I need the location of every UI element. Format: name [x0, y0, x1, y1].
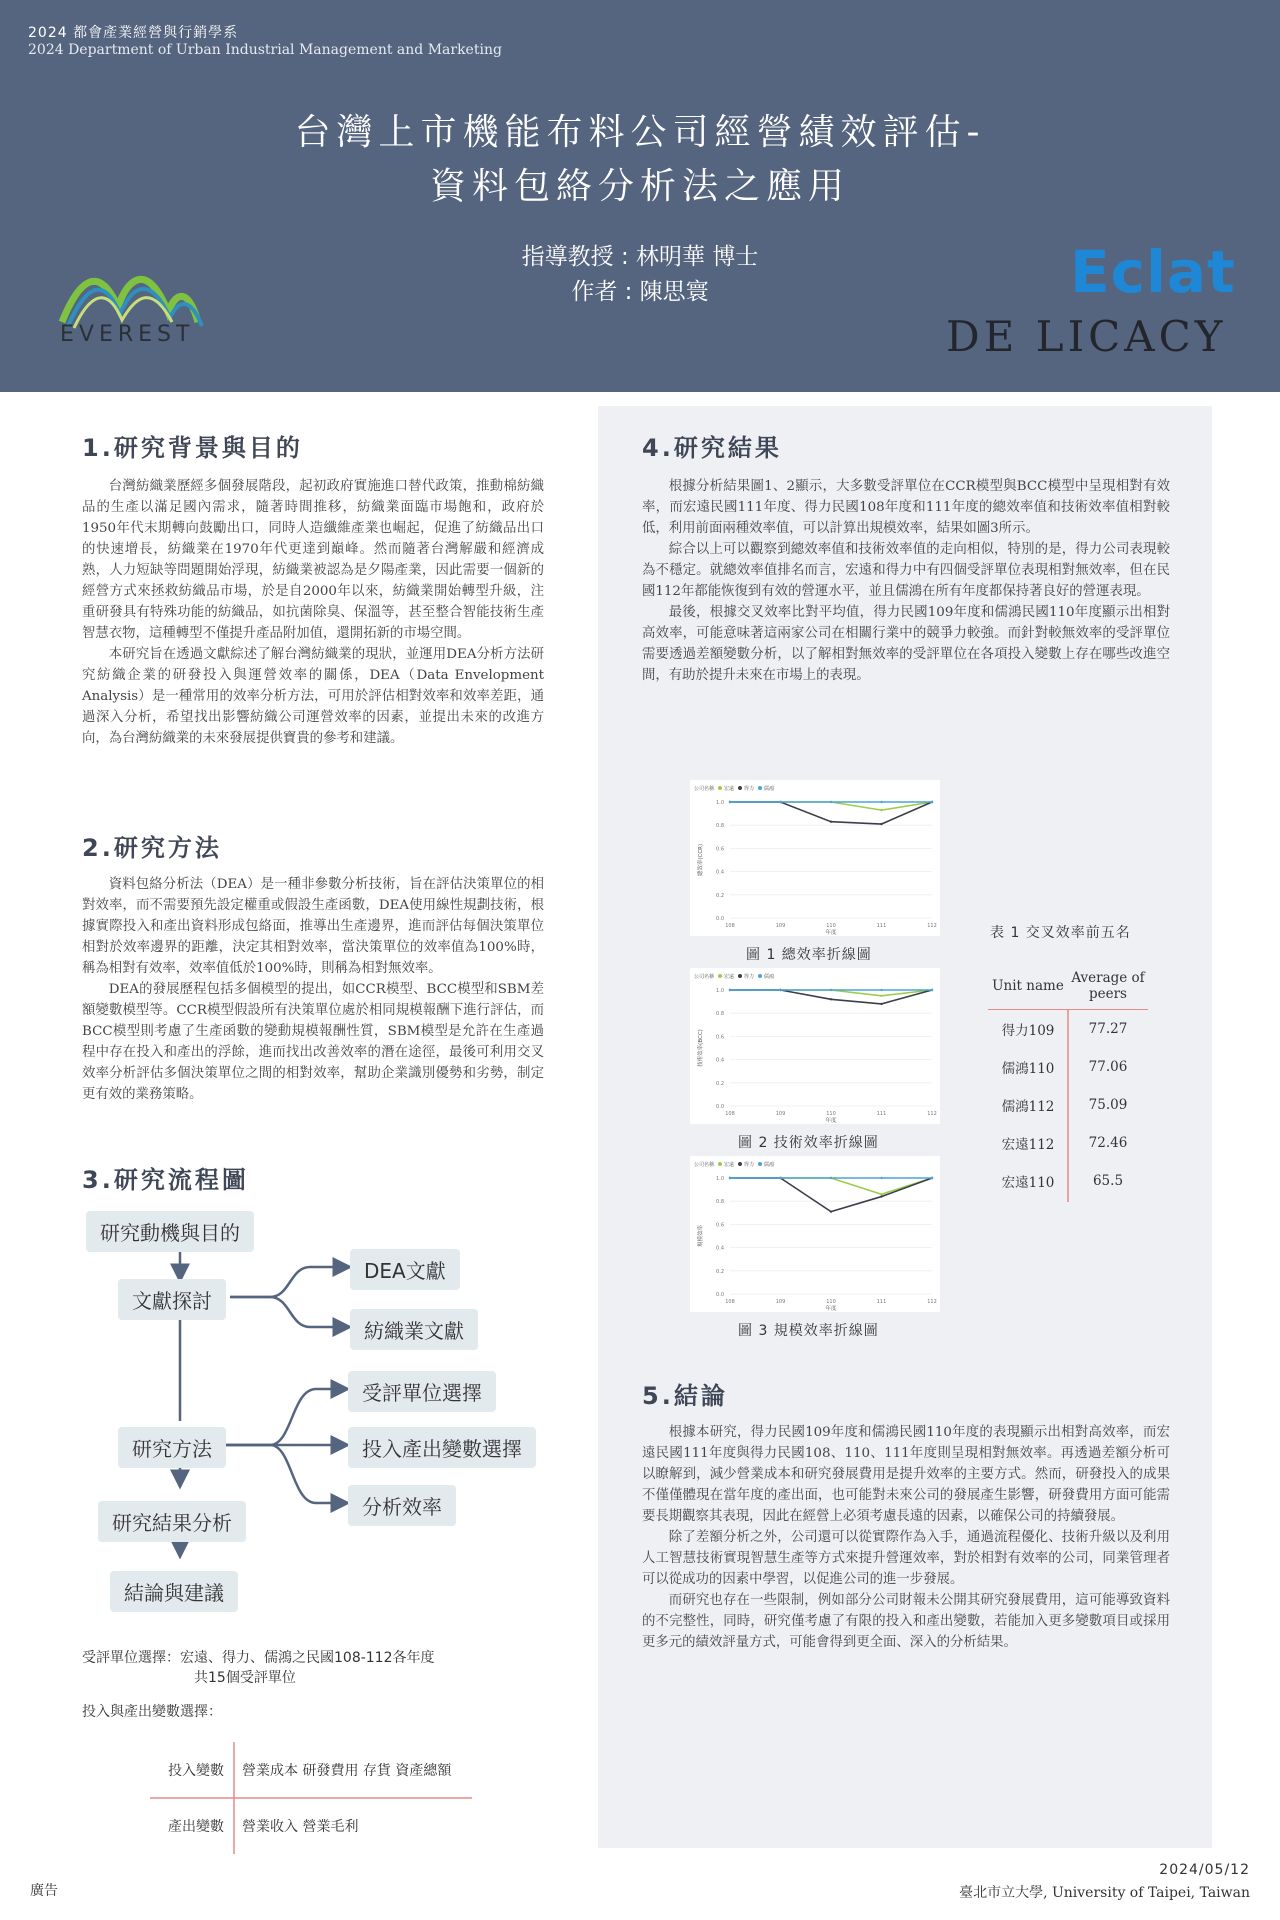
legend-label: 宏遠: [724, 974, 735, 980]
poster-title-line2: 資料包絡分析法之應用: [429, 166, 850, 207]
y-tick-label: 0.6: [716, 1222, 724, 1229]
y-axis-label: 技術效率(BCC): [698, 1029, 704, 1067]
legend-marker: [718, 1162, 722, 1166]
section2-paragraph1: 資料包絡分析法（DEA）是一種非參數分析技術，旨在評估決策單位的相對效率，而不需要預先設定權重或假設生產函數，DEA使用線性規劃技術，根據實際投入和產出資料形成包絡面，推導出生產邊界，進而評估每個決策單位相對於效率邊界的距離，決定其相對效率，當決策單位的效率值為100%時，稱為相對有效率，效率值低於100%時，則稱為相對無效率。: [82, 877, 544, 976]
department-en: 2024 Department of Urban Industrial Management and Marketing: [28, 42, 502, 58]
data-point: [880, 1195, 882, 1197]
y-tick-label: 0.8: [716, 1011, 724, 1018]
data-point: [880, 995, 882, 997]
flow-node-efficiency: 分析效率: [348, 1485, 456, 1526]
section3-heading: 3.研究流程圖: [82, 1166, 249, 1194]
legend-label: 宏遠: [724, 786, 735, 792]
data-point: [931, 1177, 933, 1179]
chart-scale-efficiency: [690, 1156, 940, 1312]
table-cell-unit: 宏遠110: [1001, 1175, 1055, 1191]
y-tick-label: 0.8: [716, 823, 724, 830]
fig3-caption: 圖 3 規模效率折線圖: [738, 1323, 879, 1339]
author: 作者 : 陳思寰: [571, 279, 709, 305]
section2-heading: 2.研究方法: [82, 834, 222, 862]
series-line-得力: [730, 1178, 932, 1212]
data-point: [729, 989, 731, 991]
input-variables-values: 營業成本 研發費用 存貨 資產總額: [242, 1763, 452, 1779]
legend-marker: [758, 786, 762, 790]
x-tick-label: 112: [927, 1299, 937, 1305]
legend-marker: [718, 974, 722, 978]
units-note-line2: 共15個受評單位: [194, 1670, 296, 1686]
legend-title: 公司名稱: [694, 1162, 715, 1168]
legend-title: 公司名稱: [694, 786, 715, 792]
section5-body: [642, 1422, 1170, 1653]
flow-node-unit-selection: 受評單位選擇: [348, 1371, 496, 1412]
y-tick-label: 0.6: [716, 1034, 724, 1041]
cross-efficiency-table-lines: [988, 962, 1148, 1202]
section4-body: [642, 476, 1170, 686]
table-cell-unit: 得力109: [1001, 1023, 1055, 1039]
x-tick-label: 108: [725, 1111, 735, 1117]
section5-paragraph2: 除了差額分析之外，公司還可以從實際作為入手，通過流程優化、技術升級以及利用人工智慧技術實現智慧生產等方式來提升營運效率，對於相對有效率的公司，同業管理者可以從成功的因素中學習，以促進公司的進一步發展。: [642, 1530, 1170, 1587]
x-tick-label: 110: [826, 1299, 836, 1305]
y-axis-label: 總效率(CCR): [698, 843, 704, 877]
y-tick-label: 1.0: [716, 800, 724, 806]
eclat-logo-text: Eclat: [1070, 238, 1236, 306]
y-tick-label: 0.4: [716, 1245, 724, 1252]
legend-label: 得力: [744, 1162, 755, 1168]
legend-marker: [738, 786, 742, 790]
y-tick-label: 0.8: [716, 1199, 724, 1206]
y-tick-label: 0.2: [716, 892, 724, 899]
delicacy-logo-text: DE LICACY: [946, 312, 1227, 361]
y-tick-label: 0.0: [716, 1104, 724, 1110]
legend-title: 公司名稱: [694, 974, 715, 980]
table-cell-avg: 77.27: [1088, 1021, 1128, 1037]
advisor: 指導教授 : 林明華 博士: [521, 244, 759, 270]
chart-total-efficiency-svg: [690, 780, 940, 936]
legend-marker: [758, 1162, 762, 1166]
data-point: [880, 823, 882, 825]
data-point: [880, 1003, 882, 1005]
y-tick-label: 0.2: [716, 1080, 724, 1087]
series-line-得力: [730, 990, 932, 1004]
poster-title-line1: 台灣上市機能布料公司經營績效評估-: [294, 112, 986, 153]
units-note-line1: 受評單位選擇：宏遠、得力、儒鴻之民國108-112各年度: [82, 1650, 435, 1666]
table-cell-unit: 儒鴻112: [1001, 1099, 1055, 1115]
x-tick-label: 112: [927, 923, 937, 929]
data-point: [880, 1177, 882, 1179]
fig1-caption: 圖 1 總效率折線圖: [746, 947, 872, 963]
table-cell-avg: 77.06: [1088, 1059, 1128, 1075]
table-cell-avg: 65.5: [1092, 1173, 1124, 1189]
x-axis-label: 年度: [825, 1118, 837, 1124]
chart-scale-efficiency-svg: [690, 1156, 940, 1312]
data-point: [931, 801, 933, 803]
data-point: [779, 1177, 781, 1179]
flow-node-motivation: 研究動機與目的: [86, 1211, 254, 1252]
flow-node-conclusion: 結論與建議: [110, 1571, 238, 1612]
chart-total-efficiency: [690, 780, 940, 936]
input-variables-label: 投入變數: [168, 1763, 224, 1779]
section1-paragraph2: 本研究旨在透過文獻綜述了解台灣紡織業的現狀，並運用DEA分析方法研究紡織企業的研發投入與運營效率的關係，DEA（Data Envelopment Analysis）是一種常用的效率分析方法，可用於評估相對效率和效率差距，通過深入分析，希望找出影響紡織公司運營效率的因素，並提出未來的改進方向，為台灣紡織業的未來發展提供寶貴的參考和建議。: [82, 647, 544, 746]
footer-university: 臺北市立大學, University of Taipei, Taiwan: [959, 1885, 1250, 1901]
x-axis-label: 年度: [825, 1306, 837, 1312]
legend-label: 得力: [744, 974, 755, 980]
section4-heading: 4.研究結果: [642, 434, 782, 462]
section2-body: [82, 874, 544, 1105]
x-tick-label: 109: [775, 1299, 786, 1305]
cross-efficiency-table: [988, 962, 1148, 1200]
legend-marker: [738, 1162, 742, 1166]
y-axis-label: 規模效率: [698, 1224, 704, 1248]
x-axis-label: 年度: [825, 930, 837, 936]
research-flowchart: [70, 1205, 570, 1625]
poster-header: [0, 0, 1280, 392]
y-tick-label: 0.6: [716, 846, 724, 853]
x-tick-label: 108: [725, 923, 735, 929]
y-tick-label: 0.4: [716, 869, 724, 876]
section2-paragraph2: DEA的發展歷程包括多個模型的提出，如CCR模型、BCC模型和SBM差額變數模型等。CCR模型假設所有決策單位處於相同規模報酬下進行評估，而BCC模型則考慮了生產函數的變動規模報酬性質，SBM模型是允許在生產過程中存在投入和產出的浮餘，進而找出改善效率的潛在途徑，最後可利用交叉效率分析評估多個決策單位之間的相對效率，幫助企業識別優勢和劣勢，制定更有效的業務策略。: [82, 982, 544, 1102]
data-point: [779, 801, 781, 803]
y-tick-label: 1.0: [716, 1176, 724, 1182]
x-tick-label: 109: [775, 923, 786, 929]
y-tick-label: 0.4: [716, 1057, 724, 1064]
table-cell-unit: 儒鴻110: [1001, 1061, 1055, 1077]
table1-title: 表 1 交叉效率前五名: [990, 925, 1131, 941]
table-cell-avg: 72.46: [1088, 1135, 1128, 1151]
x-tick-label: 112: [927, 1111, 937, 1117]
flow-node-literature: 文獻探討: [118, 1279, 226, 1320]
data-point: [830, 1177, 832, 1179]
section5-heading: 5.結論: [642, 1382, 728, 1410]
data-point: [830, 821, 832, 823]
flow-node-method: 研究方法: [118, 1427, 226, 1468]
legend-label: 儒鴻: [764, 974, 775, 980]
data-point: [880, 1193, 882, 1195]
section1-heading: 1.研究背景與目的: [82, 434, 303, 462]
footer-ad-label: 廣告: [30, 1883, 58, 1899]
x-tick-label: 111: [876, 1111, 887, 1117]
legend-marker: [738, 974, 742, 978]
data-point: [830, 801, 832, 803]
table-cell-avg: 75.09: [1088, 1097, 1128, 1113]
data-point: [880, 989, 882, 991]
chart-technical-efficiency-svg: [690, 968, 940, 1124]
flow-node-result-analysis: 研究結果分析: [98, 1501, 246, 1542]
section4-paragraph3: 最後，根據交叉效率比對平均值，得力民國109年度和儒鴻民國110年度顯示出相對高效率，可能意味著這兩家公司在相關行業中的競爭力較強。而針對較無效率的受評單位需要透過差額變數分析，以了解相對無效率的受評單位在各項投入變數上存在哪些改進空間，有助於提升未來在市場上的表現。: [642, 605, 1170, 683]
x-tick-label: 110: [826, 923, 836, 929]
variables-label: 投入與產出變數選擇：: [82, 1704, 222, 1720]
variables-table: [150, 1742, 451, 1854]
output-variables-values: 營業收入 營業毛利: [242, 1819, 359, 1835]
table1-header-avg: Average of peers: [1071, 969, 1145, 1002]
flow-node-variable-selection: 投入產出變數選擇: [348, 1427, 536, 1468]
data-point: [729, 801, 731, 803]
section5-paragraph3: 而研究也存在一些限制，例如部分公司財報未公開其研究發展費用，這可能導致資料的不完整性，同時，研究僅考慮了有限的投入和產出變數，若能加入更多變數項目或採用更多元的績效評量方式，可能會得到更全面、深入的分析結果。: [642, 1593, 1170, 1650]
flowchart-connectors: [70, 1205, 570, 1625]
x-tick-label: 111: [876, 1299, 887, 1305]
variables-table-lines: [150, 1742, 480, 1854]
table1-header-unit: Unit name: [992, 977, 1064, 994]
data-point: [830, 989, 832, 991]
section5-paragraph1: 根據本研究，得力民國109年度和儒鴻民國110年度的表現顯示出相對高效率，而宏遠民國111年度與得力民國108、110、111年度則呈現相對無效率。再透過差額分析可以瞭解到，減少營業成本和研究發展費用是提升效率的主要方式。然而，研發投入的成果不僅僅體現在當年度的產出面，也可能對未來公司的發展產生影響，研發費用方面可能需要長期觀察其表現，因此在經營上必須考慮長遠的因素，以確保公司的持續發展。: [642, 1425, 1170, 1524]
legend-label: 儒鴻: [764, 1162, 775, 1168]
data-point: [880, 809, 882, 811]
x-tick-label: 109: [775, 1111, 786, 1117]
x-tick-label: 110: [826, 1111, 836, 1117]
data-point: [729, 1177, 731, 1179]
flow-node-textile-literature: 紡織業文獻: [350, 1309, 478, 1350]
chart-technical-efficiency: [690, 968, 940, 1124]
x-tick-label: 108: [725, 1299, 735, 1305]
legend-label: 宏遠: [724, 1162, 735, 1168]
legend-label: 得力: [744, 786, 755, 792]
output-variables-label: 產出變數: [168, 1819, 224, 1835]
y-tick-label: 1.0: [716, 988, 724, 994]
section1-paragraph1: 台灣紡織業歷經多個發展階段，起初政府實施進口替代政策，推動棉紡織品的生產以滿足國內需求，隨著時間推移，紡織業面臨市場飽和，政府於1950年代末期轉向鼓勵出口，同時人造纖維產業也崛起，促進了紡織品出口的快速增長，紡織業在1970年代更達到巔峰。然而隨著台灣解嚴和經濟成熟，人力短缺等問題開始浮現，紡織業被認為是夕陽產業，因此需要一個新的經營方式來拯救紡織品市場，於是自2000年以來，紡織業開始轉型升級，注重研發具有特殊功能的紡織品，如抗菌除臭、保溫等，甚至整合智能技術生產智慧衣物，這種轉型不僅提升產品附加值，還開拓新的市場空間。: [82, 479, 544, 641]
department-zh: 2024 都會產業經營與行銷學系: [28, 25, 239, 41]
footer-date: 2024/05/12: [1159, 1862, 1250, 1878]
y-tick-label: 0.0: [716, 1292, 724, 1298]
section1-body: [82, 476, 544, 749]
table-cell-unit: 宏遠112: [1001, 1137, 1055, 1153]
series-line-宏遠: [730, 1178, 932, 1194]
legend-marker: [718, 786, 722, 790]
everest-logo-text: EVEREST: [60, 322, 195, 347]
y-tick-label: 0.0: [716, 916, 724, 922]
data-point: [880, 801, 882, 803]
data-point: [830, 998, 832, 1000]
flow-node-dea-literature: DEA文獻: [350, 1249, 460, 1290]
section4-paragraph1: 根據分析結果圖1、2顯示，大多數受評單位在CCR模型與BCC模型中呈現相對有效率，而宏遠民國111年度、得力民國108年度和111年度的總效率值和技術效率值相對較低，利用前面兩種效率值，可以計算出規模效率，結果如圖3所示。: [642, 479, 1170, 536]
units-note: [82, 1648, 435, 1688]
legend-marker: [758, 974, 762, 978]
x-tick-label: 111: [876, 923, 887, 929]
fig2-caption: 圖 2 技術效率折線圖: [738, 1135, 879, 1151]
data-point: [931, 989, 933, 991]
y-tick-label: 0.2: [716, 1268, 724, 1275]
data-point: [779, 989, 781, 991]
series-line-宏遠: [730, 802, 932, 810]
data-point: [830, 1210, 832, 1212]
legend-label: 儒鴻: [764, 786, 775, 792]
section4-paragraph2: 綜合以上可以觀察到總效率值和技術效率值的走向相似，特別的是，得力公司表現較為不穩定。就總效率值排名而言，宏遠和得力中有四個受評單位表現相對無效率，但在民國112年都能恢復到有效的營運水平，並且儒鴻在所有年度都保持著良好的營運表現。: [642, 542, 1170, 599]
